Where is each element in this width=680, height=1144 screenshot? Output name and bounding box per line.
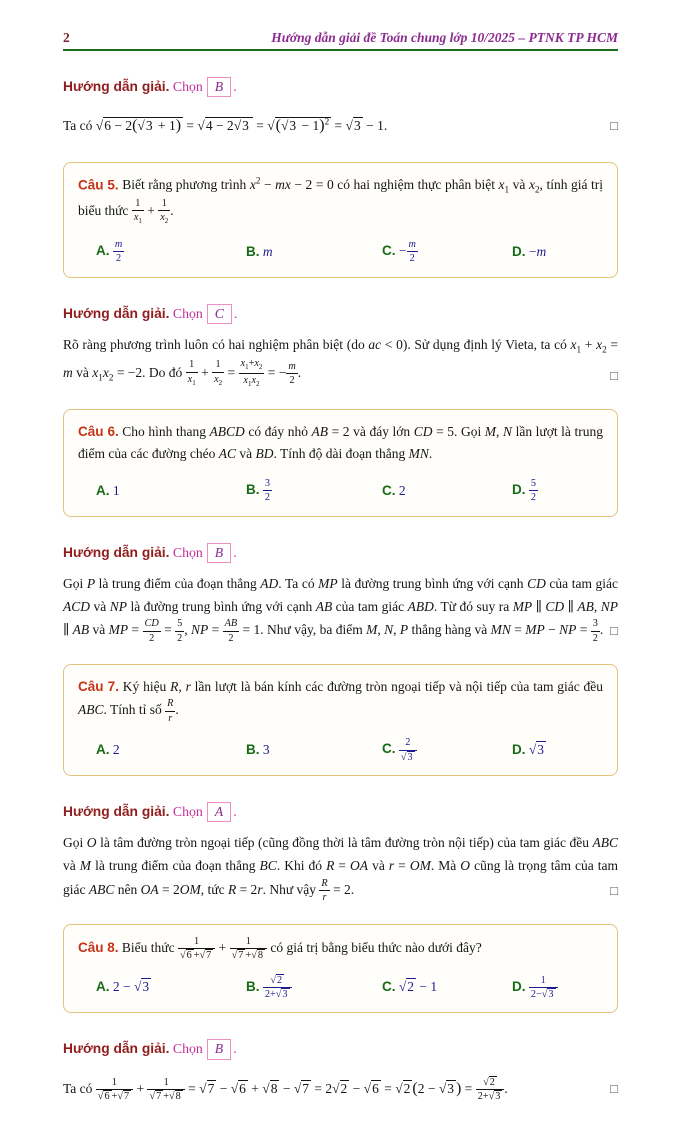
- option-key: A.: [96, 243, 110, 258]
- option-c: [382, 979, 512, 995]
- question-stem: [78, 936, 603, 962]
- solution-text: Gọi P là trung điểm của đoạn thẳng AD. Ta có MP là đường trung bình ứng với cạnh CD của tam giác ACD và NP là đường trung bình ứng với cạnh AB của tam giác ABD. Từ đó suy ra MP ∥ CD ∥ AB, NP ∥ AB và MP = $\frac{CD}{2}$ = $\frac{5}{2}$ , NP = $\frac{AB}{2}$ = 1. Như vậy, ba điểm M, N, P thẳng hàng và MN = MP − NP = $\frac{3}{2}$ .: [63, 575, 619, 644]
- option-value: −m: [528, 243, 547, 259]
- solution-heading-2: [63, 304, 618, 324]
- qed-square: □: [610, 368, 618, 384]
- option-key: A.: [96, 482, 110, 498]
- period: .: [233, 79, 237, 94]
- option-key: B.: [246, 742, 260, 757]
- page-header: [63, 30, 618, 46]
- solution-body-5: [63, 1074, 618, 1104]
- solution-text: Gọi O là tâm đường tròn ngoại tiếp (cũng đồng thời là tâm đường tròn nội tiếp) của tam giác đều ABC và M là trung điểm của đoạn thẳng BC. Khi đó R = OA và r = OM. Mà O cũng là trọng tâm của tam giác ABC nên OA = 2OM, tức R = 2r. Như vậy $\frac{R}{r}$ = 2.: [63, 835, 619, 904]
- option-a: [96, 979, 246, 995]
- option-key: D.: [512, 742, 526, 757]
- chon-label: Chọn: [172, 1041, 203, 1057]
- option-b: [246, 742, 382, 758]
- question-text: Cho hình thang ABCD có đáy nhỏ AB = 2 và đáy lớn CD = 5. Gọi M, N lần lượt là trung điểm của các đường chéo AC và BD. Tính độ dài đoạn thẳng MN.: [78, 423, 603, 461]
- option-c: [382, 239, 512, 265]
- solution-heading-label: Hướng dẫn giải.: [63, 305, 170, 321]
- chon-label: Chọn: [172, 79, 203, 94]
- qed-square: □: [610, 623, 618, 639]
- period: .: [233, 803, 237, 819]
- qed-square: □: [610, 882, 618, 898]
- question-text: Biết rằng phương trình $x^2$ − mx − 2 = 0 có hai nghiệm thực phân biệt $x_1$ và $x_2$, tính giá trị biểu thức $\frac{1}{x_1}$ + $\frac{1}{x_2}$ .: [78, 175, 604, 226]
- solution-body-1: [63, 111, 618, 141]
- page-header-title: Hướng dẫn giải đề Toán chung lớp 10/2025 – PTNK TP HCM: [271, 30, 618, 45]
- question-label: Câu 8.: [78, 939, 119, 955]
- option-d: [512, 244, 603, 260]
- option-value: $\frac{√2}{2+√3}$: [263, 979, 292, 994]
- options-row: [78, 975, 603, 1001]
- header-rule: [63, 49, 618, 51]
- period: .: [233, 305, 238, 321]
- option-key: C.: [382, 741, 396, 757]
- period: .: [233, 1041, 237, 1057]
- chon-label: Chọn: [172, 803, 203, 819]
- option-value: m: [262, 243, 273, 259]
- solution-heading-4: [63, 802, 618, 822]
- solution-heading-label: Hướng dẫn giải.: [63, 79, 170, 94]
- options-row: [78, 239, 603, 265]
- option-key: B.: [246, 481, 260, 497]
- question-stem: [78, 174, 603, 226]
- option-key: D.: [512, 978, 526, 994]
- option-key: D.: [512, 481, 526, 497]
- option-key: C.: [382, 979, 396, 995]
- option-value: 1: [112, 482, 120, 498]
- question-box-cau-5: [63, 162, 618, 278]
- choice-box: B: [207, 77, 231, 97]
- option-value: √2 − 1: [398, 979, 438, 995]
- option-a: [96, 742, 246, 758]
- option-key: B.: [246, 243, 260, 259]
- option-d: [512, 742, 603, 758]
- question-box-cau-6: [63, 409, 618, 517]
- solution-math: Ta có $\frac{1}{√6 +√7}$ + $\frac{1}{√7 +√8}$ = √7 − √6 + √8 − √7 = 2√2 − √6 = √2 (2 − √3 ) = $\frac{√2}{2+√3}$ .: [63, 1076, 508, 1103]
- question-text: Biểu thức $\frac{1}{√6 +√7}$ + $\frac{1}{√7 +√8}$ có giá trị bằng biểu thức nào dưới đây?: [121, 935, 482, 962]
- question-label: Câu 7.: [78, 679, 119, 695]
- question-box-cau-8: [63, 924, 618, 1014]
- page-number: 2: [63, 30, 70, 45]
- solution-body-3: [63, 573, 618, 644]
- solution-math: Ta có $√6 - 2(√3 + 1) = √4 - 2√3 = √(√3 - 1)^2 = √3 - 1$.: [63, 116, 388, 135]
- choice-box: C: [207, 304, 232, 324]
- options-row: [78, 478, 603, 504]
- option-d: [512, 478, 603, 504]
- choice-box: B: [207, 543, 231, 563]
- option-value: $\frac{m}{2}$: [114, 238, 123, 265]
- solution-heading-label: Hướng dẫn giải.: [63, 803, 170, 819]
- qed-square: □: [610, 118, 618, 134]
- solution-heading-label: Hướng dẫn giải.: [63, 544, 170, 560]
- choice-box: B: [207, 1039, 231, 1059]
- option-a: [96, 483, 246, 499]
- question-label: Câu 5.: [78, 177, 119, 193]
- option-key: B.: [246, 978, 260, 994]
- solution-heading-3: [63, 543, 618, 563]
- option-value: $\frac{5}{2}$: [530, 477, 536, 504]
- option-c: [382, 483, 512, 499]
- chon-label: Chọn: [172, 544, 203, 560]
- option-b: [246, 244, 382, 260]
- option-value: $\frac{1}{2-√3}$: [529, 979, 558, 994]
- option-b: [246, 478, 382, 504]
- choice-box: A: [207, 802, 231, 822]
- option-value: 2 − √3: [112, 979, 150, 995]
- solution-text: Rõ ràng phương trình luôn có hai nghiệm phân biệt (do ac < 0). Sử dụng định lý Vieta, ta có $x_1 + x_2 = m$ và $x_1x_2 = -2$. Do đó $\frac{1}{x_1}$ + $\frac{1}{x_2}$ = $\frac{x_1+x_2}{x_1x_2}$ = − $\frac{m}{2}$ .: [63, 337, 618, 389]
- option-value: 2: [112, 742, 120, 757]
- solution-heading-label: Hướng dẫn giải.: [63, 1041, 170, 1057]
- option-key: C.: [382, 482, 396, 498]
- options-row: [78, 737, 603, 763]
- question-text: Ký hiệu R, r lần lượt là bán kính các đường tròn ngoại tiếp và nội tiếp của tam giác đều ABC. Tính tỉ số $\frac{R}{r}$ .: [78, 679, 604, 724]
- solution-body-2: [63, 334, 618, 389]
- option-key: C.: [382, 243, 396, 258]
- option-key: A.: [96, 979, 110, 995]
- option-value: √3: [528, 742, 545, 757]
- period: .: [233, 544, 237, 560]
- option-d: [512, 975, 603, 1001]
- option-value: $\frac{3}{2}$: [264, 477, 270, 504]
- question-box-cau-7: [63, 664, 618, 776]
- option-value: − $\frac{m}{2}$: [398, 238, 416, 265]
- solution-body-4: [63, 832, 618, 903]
- option-a: [96, 239, 246, 265]
- option-value: $\frac{2}{√3}$: [399, 741, 417, 756]
- question-label: Câu 6.: [78, 423, 119, 439]
- qed-square: □: [610, 1080, 618, 1096]
- option-value: 3: [262, 742, 270, 757]
- option-key: A.: [96, 742, 110, 757]
- option-value: 2: [398, 482, 406, 498]
- solution-heading-1: [63, 77, 618, 97]
- option-c: [382, 737, 512, 763]
- option-key: D.: [512, 243, 526, 259]
- solution-heading-5: [63, 1039, 618, 1059]
- option-b: [246, 975, 382, 1001]
- question-stem: [78, 676, 603, 724]
- chon-label: Chọn: [172, 305, 203, 321]
- question-stem: [78, 421, 603, 465]
